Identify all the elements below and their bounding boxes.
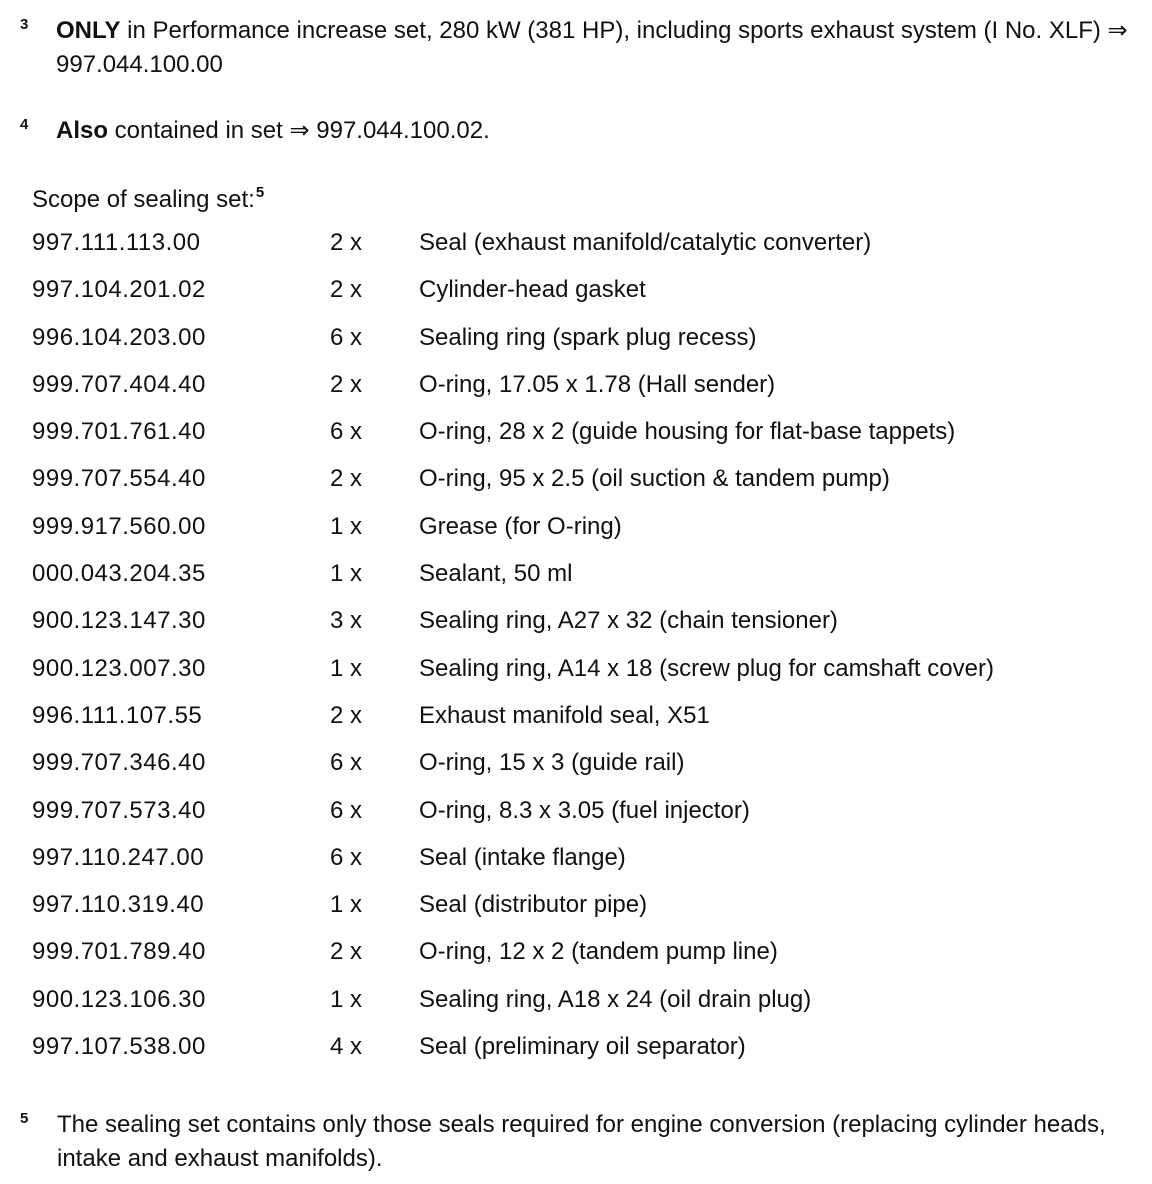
note-3-body: in Performance increase set, 280 kW (381 HP), including sports exhaust system (I No. XLF) ⇒ <box>120 17 1128 44</box>
part-number: 900.123.007.30 <box>32 654 206 682</box>
part-number: 999.701.789.40 <box>32 938 206 966</box>
note-4-bold: Also <box>56 117 109 144</box>
part-row <box>32 554 1132 601</box>
part-row <box>32 932 1132 979</box>
part-description: Seal (distributor pipe) <box>419 891 648 919</box>
note-3-number: 3 <box>20 16 29 33</box>
note-4-text <box>56 114 1132 148</box>
note-4-number: 4 <box>20 116 29 133</box>
part-description: O-ring, 28 x 2 (guide housing for flat-base tappets) <box>419 418 956 446</box>
part-quantity: 4 x <box>330 1033 363 1061</box>
part-description: Seal (exhaust manifold/catalytic converter) <box>419 229 872 256</box>
scope-title-text: Scope of sealing set: <box>32 186 255 213</box>
part-number: 900.123.147.30 <box>32 607 206 635</box>
part-quantity: 1 x <box>330 985 363 1013</box>
footnote-text: The sealing set contains only those seals required for engine conversion (replacing cylinder heads, intake and exhaust manifolds). <box>57 1111 1106 1172</box>
part-row <box>32 1027 1132 1074</box>
parts-list <box>32 223 1132 1074</box>
part-quantity: 1 x <box>330 512 363 540</box>
part-row <box>32 507 1132 554</box>
scope-footnote-ref: 5 <box>255 184 265 201</box>
note-3-bold: ONLY <box>56 17 121 44</box>
part-quantity: 2 x <box>330 465 363 493</box>
part-number: 999.917.560.00 <box>32 512 206 540</box>
part-description: O-ring, 95 x 2.5 (oil suction & tandem pump) <box>419 465 890 493</box>
part-quantity: 2 x <box>330 229 363 256</box>
part-quantity: 6 x <box>330 749 363 777</box>
part-quantity: 6 x <box>330 843 363 871</box>
part-row <box>32 791 1132 838</box>
part-number: 900.123.106.30 <box>32 985 206 1013</box>
part-description: Exhaust manifold seal, X51 <box>419 701 710 729</box>
part-number: 999.701.761.40 <box>32 418 206 446</box>
part-row <box>32 885 1132 932</box>
part-row <box>32 318 1132 365</box>
part-description: O-ring, 15 x 3 (guide rail) <box>419 749 685 777</box>
part-description: Seal (preliminary oil separator) <box>419 1033 746 1061</box>
part-number: 000.043.204.35 <box>32 560 206 588</box>
part-number: 997.107.538.00 <box>32 1033 206 1061</box>
part-description: O-ring, 12 x 2 (tandem pump line) <box>419 938 778 966</box>
part-number: 997.104.201.02 <box>32 276 206 304</box>
part-description: Sealing ring, A18 x 24 (oil drain plug) <box>419 985 812 1013</box>
part-row <box>32 459 1132 506</box>
part-quantity: 2 x <box>330 938 363 966</box>
footnote-number: 5 <box>20 1110 29 1127</box>
part-description: Sealing ring, A27 x 32 (chain tensioner) <box>419 607 838 635</box>
part-row <box>32 412 1132 459</box>
part-description: Sealing ring, A14 x 18 (screw plug for camshaft cover) <box>419 654 994 682</box>
part-description: O-ring, 8.3 x 3.05 (fuel injector) <box>419 796 750 824</box>
part-number: 997.110.247.00 <box>32 843 205 871</box>
part-description: Cylinder-head gasket <box>419 276 646 304</box>
part-quantity: 2 x <box>330 701 363 729</box>
part-number: 996.104.203.00 <box>32 323 206 351</box>
part-row <box>32 980 1132 1027</box>
part-description: Grease (for O-ring) <box>419 512 622 540</box>
scope-title <box>32 176 264 217</box>
part-quantity: 1 x <box>330 654 363 682</box>
part-quantity: 3 x <box>330 607 363 635</box>
part-number: 999.707.346.40 <box>32 749 206 777</box>
part-row <box>32 696 1132 743</box>
note-4-body: contained in set ⇒ 997.044.100.02. <box>108 117 490 144</box>
part-number: 999.707.554.40 <box>32 465 206 493</box>
part-row <box>32 743 1132 790</box>
part-quantity: 1 x <box>330 891 363 919</box>
note-3-text <box>56 14 1132 82</box>
part-quantity: 1 x <box>330 560 363 588</box>
part-quantity: 2 x <box>330 276 363 304</box>
part-number: 997.110.319.40 <box>32 891 205 919</box>
part-number: 999.707.573.40 <box>32 796 206 824</box>
part-description: Sealing ring (spark plug recess) <box>419 323 757 351</box>
part-description: Sealant, 50 ml <box>419 560 573 588</box>
part-row <box>32 649 1132 696</box>
part-row <box>32 838 1132 885</box>
part-quantity: 2 x <box>330 370 363 398</box>
part-row <box>32 365 1132 412</box>
part-quantity: 6 x <box>330 323 363 351</box>
part-number: 999.707.404.40 <box>32 370 206 398</box>
part-quantity: 6 x <box>330 796 363 824</box>
part-number: 997.111.113.00 <box>32 229 201 256</box>
note-3-ref: 997.044.100.00 <box>56 51 223 78</box>
part-row <box>32 601 1132 648</box>
part-quantity: 6 x <box>330 418 363 446</box>
part-description: Seal (intake flange) <box>419 843 626 871</box>
part-number: 996.111.107.55 <box>32 701 203 729</box>
part-row <box>32 223 1132 270</box>
part-row <box>32 270 1132 317</box>
part-description: O-ring, 17.05 x 1.78 (Hall sender) <box>419 370 776 398</box>
